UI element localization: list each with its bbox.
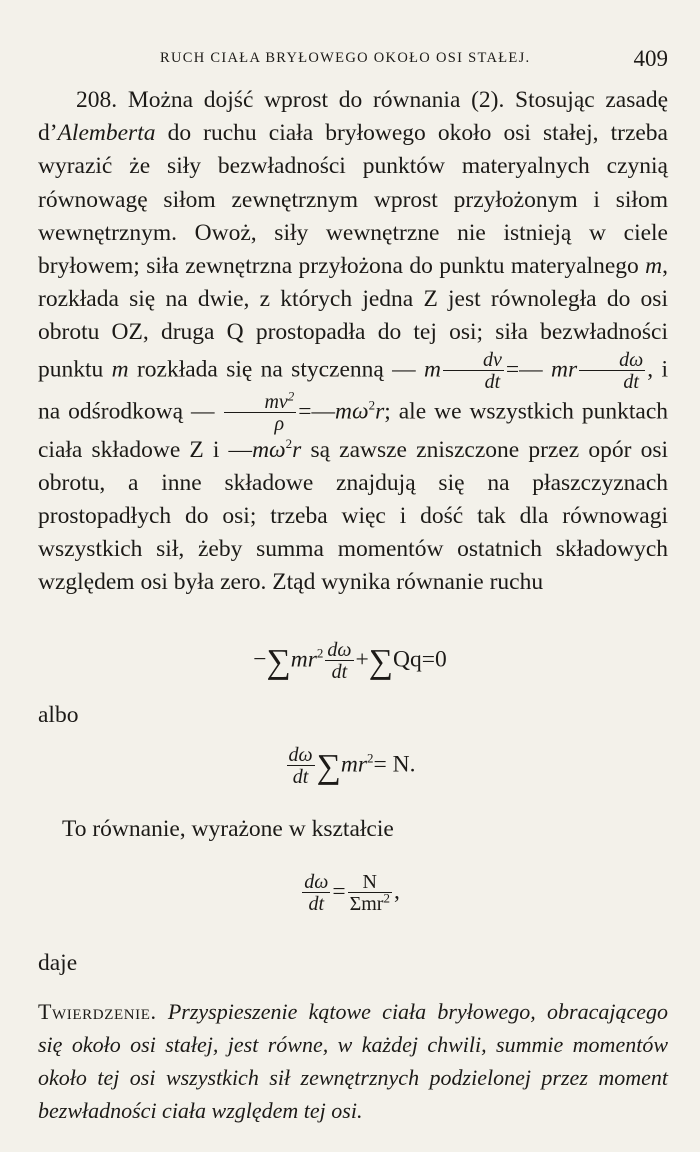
fraction-numerator: dv <box>483 348 502 371</box>
theorem-label: Twierdzenie. <box>38 999 157 1024</box>
fraction-domega-dt <box>325 640 353 682</box>
symbol-r: r <box>375 398 385 425</box>
symbol-m: m <box>424 356 441 383</box>
symbol-m: m <box>111 356 129 383</box>
text-run: są zawsze zniszczone przez opór osi obrotu, a inne składowe znajdują się na płaszczyznach prostopadłych do osi; trzeba więc i dość tak dla równowagi wszystkich sił, żeby summa momentów ostatnich składowych względem osi była zero. Ztąd wynika równanie ruchu <box>38 436 668 596</box>
text-run-italic: Alemberta <box>57 120 156 147</box>
fraction-denominator: dt <box>325 660 353 682</box>
fraction-domega-dt <box>287 745 315 787</box>
fraction-numerator-base: mv <box>264 390 288 413</box>
text-run: , i na odśrodkową — <box>38 356 668 425</box>
fraction-denominator: dt <box>443 370 504 392</box>
connector-albo: albo <box>38 702 79 728</box>
text-run: , rozkłada się na dwie, z których jedna Z jest równoległa do osi obrotu OZ, druga Q prostopadła do tej osi; siła bezwładności punktu <box>38 253 668 383</box>
symbol-mr: mr <box>340 751 367 778</box>
text-line: To równanie, wyrażone w kształcie <box>62 816 394 842</box>
superscript: 2 <box>287 387 295 403</box>
fraction-dv-dt <box>443 350 504 392</box>
symbol-Qq: Qq <box>393 646 422 673</box>
text-run: rozkłada się na styczenną — <box>128 356 425 383</box>
text-run: =— <box>505 356 551 383</box>
fraction-numerator: N <box>362 871 377 893</box>
connector-daje: daje <box>38 950 78 976</box>
symbol-m-omega: mω <box>335 398 369 425</box>
superscript: 2 <box>285 435 293 451</box>
fraction-numerator: dω <box>619 348 644 371</box>
sum-symbol: ∑ <box>266 643 291 681</box>
equals-sign: = <box>332 878 346 905</box>
plus-sign: + <box>355 646 369 673</box>
equation-motion <box>0 640 700 682</box>
equals-zero: =0 <box>421 646 447 673</box>
comma: , <box>393 878 400 905</box>
sum-symbol: ∑ <box>316 748 341 786</box>
fraction-numerator: dω <box>288 744 313 766</box>
theorem <box>38 995 668 1127</box>
text-run: =— <box>298 398 336 425</box>
fraction-numerator: dω <box>327 639 352 661</box>
equals-N: = N. <box>373 751 416 778</box>
fraction-denominator-base: Σmr <box>349 893 384 915</box>
fraction-numerator: dω <box>304 871 329 893</box>
superscript: 2 <box>383 890 390 906</box>
fraction-domega-dt <box>302 872 330 914</box>
symbol-mr: mr <box>290 646 317 673</box>
equation-moment <box>0 745 700 787</box>
symbol-mr: mr <box>551 356 578 383</box>
equation-angular-acceleration <box>0 872 700 914</box>
running-head-title: RUCH CIAŁA BRYŁOWEGO OKOŁO OSI STAŁEJ. <box>160 50 531 66</box>
symbol-m: m <box>645 253 663 280</box>
fraction-numerator <box>224 387 296 413</box>
superscript: 2 <box>316 645 324 661</box>
running-head <box>0 46 700 76</box>
superscript: 2 <box>368 397 376 413</box>
text-run: do ruchu ciała bryłowego około osi stałej, trzeba wyrazić że siły bezwładności punktów materyalnych czynią równowagę siłom zewnętrznym wprost przyłożonym i siłom wewnętrznym. Owoż, siły wewnętrzne nie istnieją w ciele bryłowem; siła zewnętrzna przyłożona do punktu materyalnego <box>38 120 668 280</box>
fraction-N-over-sum <box>348 872 392 914</box>
fraction-denominator <box>348 892 392 914</box>
symbol-m-omega: mω <box>252 436 286 463</box>
sum-symbol: ∑ <box>368 643 394 681</box>
paragraph-208 <box>38 84 668 600</box>
fraction-mv2-rho <box>224 387 296 435</box>
text-run: ; ale we wszystkich punktach ciała składowe Z i — <box>38 398 668 463</box>
page-number: 409 <box>633 46 668 71</box>
text-run: 208. Można dojść wprost do równania (2). Stosując zasadę d’ <box>38 87 668 147</box>
fraction-denominator: dt <box>579 370 645 392</box>
fraction-domega-dt <box>579 350 645 392</box>
theorem-text: Przyspieszenie kątowe ciała bryłowego, obracającego się około osi stałej, jest równe, w każdej chwili, summie momentów około tej osi wszystkich sił zewnętrznych podzielonej przez moment bezwładności ciała względem tej osi. <box>38 999 669 1123</box>
fraction-denominator: ρ <box>224 412 296 434</box>
fraction-denominator: dt <box>302 892 330 914</box>
minus-sign: − <box>253 646 267 673</box>
superscript: 2 <box>367 750 374 766</box>
symbol-r: r <box>292 436 302 463</box>
fraction-denominator: dt <box>287 765 315 787</box>
